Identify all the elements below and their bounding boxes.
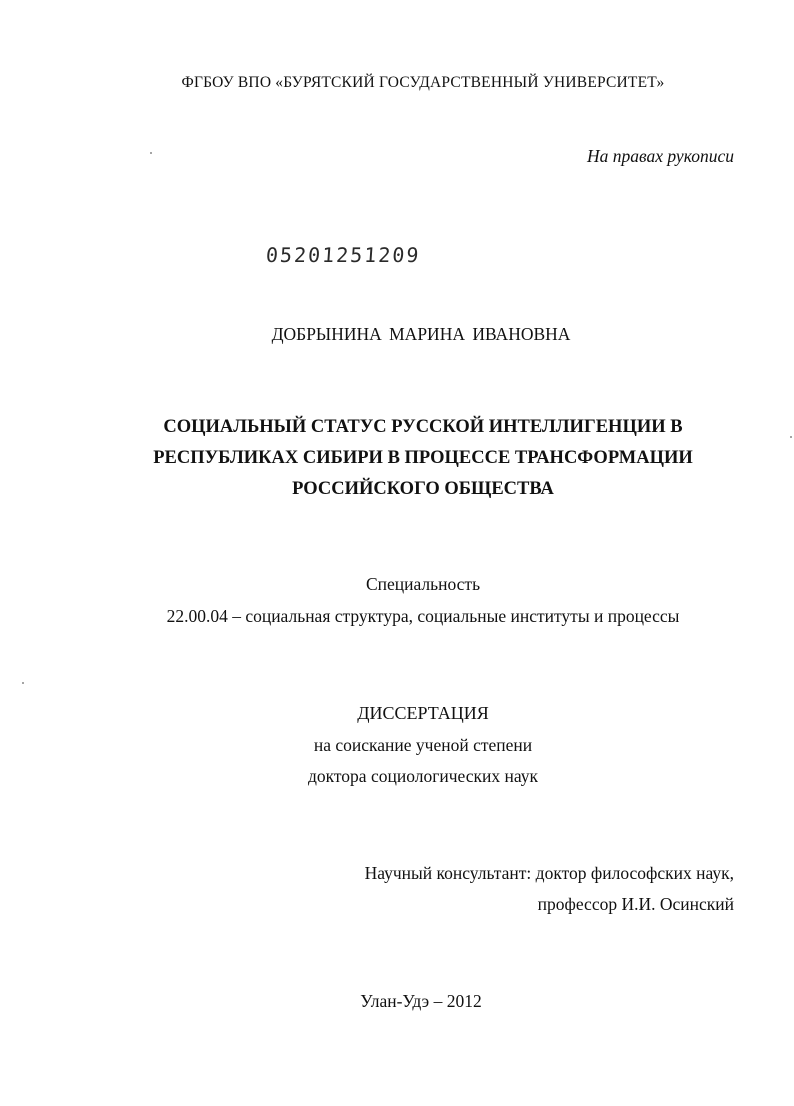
dissertation-title	[0, 412, 794, 505]
scan-speck	[790, 436, 792, 438]
author-name: ДОБРЫНИНА МАРИНА ИВАНОВНА	[271, 324, 571, 344]
manuscript-note: На правах рукописи	[587, 146, 734, 166]
registration-stamp-number: 05201251209	[265, 243, 422, 267]
scan-speck	[22, 682, 24, 684]
dissertation-label: ДИССЕРТАЦИЯ	[357, 703, 489, 723]
title-line-2: РЕСПУБЛИКАХ СИБИРИ В ПРОЦЕССЕ ТРАНСФОРМАЦИИ	[153, 448, 693, 468]
title-line-3: РОССИЙСКОГО ОБЩЕСТВА	[292, 479, 554, 499]
title-line-1: СОЦИАЛЬНЫЙ СТАТУС РУССКОЙ ИНТЕЛЛИГЕНЦИИ В	[163, 417, 683, 437]
degree-line-1: на соискание ученой степени	[313, 735, 533, 755]
specialty-label: Специальность	[365, 574, 481, 594]
degree-line-2: доктора социологических наук	[307, 766, 539, 786]
institution-name: ФГБОУ ВПО «БУРЯТСКИЙ ГОСУДАРСТВЕННЫЙ УНИВЕРСИТЕТ»	[181, 74, 665, 91]
consultant-line-2: профессор И.И. Осинский	[537, 894, 734, 914]
scan-speck	[150, 152, 152, 154]
consultant-line-1: Научный консультант: доктор философских наук,	[364, 863, 734, 883]
specialty-value: 22.00.04 – социальная структура, социальные институты и процессы	[166, 606, 680, 626]
city-and-year: Улан-Удэ – 2012	[360, 991, 482, 1011]
